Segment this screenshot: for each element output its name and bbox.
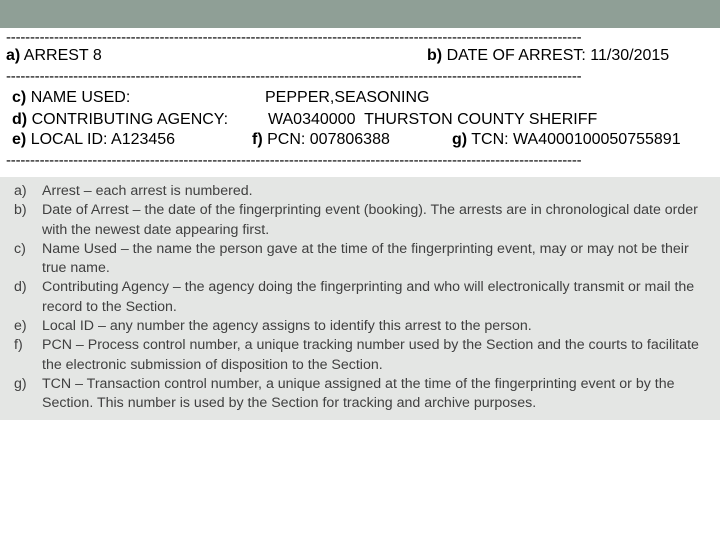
name-used-value: PEPPER,SEASONING xyxy=(265,89,430,106)
tcn: g) TCN: WA4000100050755891 xyxy=(452,131,681,148)
contributing-agency-label: d) CONTRIBUTING AGENCY: xyxy=(12,111,229,128)
legend-marker: a) xyxy=(14,183,27,199)
name-used-label: c) NAME USED: xyxy=(12,89,131,106)
legend-text: Date of Arrest – the date of the fingerprinting event (booking). The arrests are in chronological date order with the newest date appearing first. xyxy=(42,202,698,238)
legend-text: Contributing Agency – the agency doing the fingerprinting and who will electronically transmit or mail the record to the Section. xyxy=(42,279,695,315)
legend-text: Name Used – the name the person gave at the time of the fingerprinting event, may or may not be their true name. xyxy=(42,240,689,277)
arrest-number: a) ARREST 8 xyxy=(6,47,102,64)
legend-marker: c) xyxy=(14,240,26,257)
pcn: f) PCN: 007806388 xyxy=(252,131,390,148)
legend-item-local-id xyxy=(14,317,714,336)
legend-text: Local ID – any number the agency assigns to identify this arrest to the person. xyxy=(42,318,532,335)
separator-line: ------------------------------------------------------------------------------------------------------------------------ xyxy=(6,69,582,85)
contributing-agency-value: WA0340000 THURSTON COUNTY SHERIFF xyxy=(268,111,598,128)
separator-line: ------------------------------------------------------------------------------------------------------------------------ xyxy=(6,30,582,46)
legend-item-pcn xyxy=(14,336,714,375)
title-bar xyxy=(0,0,720,28)
arrest-date: b) DATE OF ARREST: 11/30/2015 xyxy=(427,47,670,64)
legend-text: PCN – Process control number, a unique tracking number used by the Section and the courts to facilitate the electronic submission of disposition to the Section. xyxy=(42,337,699,373)
local-id: e) LOCAL ID: A123456 xyxy=(12,131,176,148)
legend-marker: e) xyxy=(14,318,27,335)
legend-marker: g) xyxy=(14,375,27,392)
legend-marker: b) xyxy=(14,202,27,219)
legend-marker: d) xyxy=(14,279,27,296)
legend-item-tcn xyxy=(14,375,714,414)
legend-text: TCN – Transaction control number, a unique assigned at the time of the fingerprinting event or by the Section. This number is used by the Section for tracking and archive purposes. xyxy=(42,375,675,412)
field-legend xyxy=(0,177,720,420)
legend-marker: f) xyxy=(14,337,23,354)
arrest-record xyxy=(0,28,720,177)
legend-item-arrest xyxy=(14,182,714,201)
legend-item-date xyxy=(14,201,714,240)
legend-item-agency xyxy=(14,278,714,317)
separator-line: ------------------------------------------------------------------------------------------------------------------------ xyxy=(6,153,582,169)
legend-text: Arrest – each arrest is numbered. xyxy=(42,183,253,199)
legend-item-name-used xyxy=(14,240,714,279)
legend-list xyxy=(14,182,714,414)
